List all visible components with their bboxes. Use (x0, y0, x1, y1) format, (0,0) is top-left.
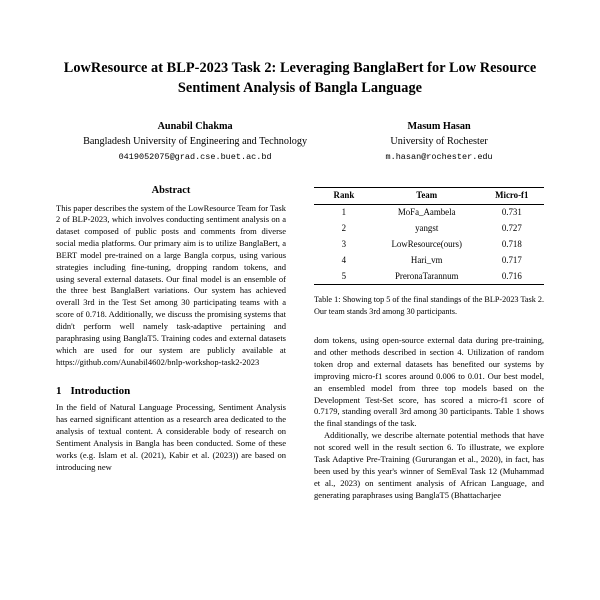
cell-team: PreronaTarannum (374, 268, 480, 284)
table-header (314, 187, 544, 204)
cell-team: LowResource(ours) (391, 238, 462, 249)
abstract-section (56, 185, 286, 369)
introduction-heading (56, 385, 286, 397)
column-header-team: Team (374, 187, 480, 204)
cell-score: 0.731 (501, 206, 522, 217)
right-paragraph-1: dom tokens, using open-source external data during pre-training, and other methods described in section 4. Utilization of random token drop and external datasets has benefited our systems by improving micro-f1 scores around 0.006 to 0.01. Our best model, an ensembled model from three top models based on the Development Test-Set score, has scored a micro-f1 score of 0.7179, standing overall 3rd among 30 participants. Table 1 shows the final standings of the task. (314, 334, 544, 429)
column-header-micro-f1: Micro-f1 (480, 187, 544, 204)
introduction-section (56, 385, 286, 474)
cell-rank: 4 (341, 254, 347, 265)
cell-rank: 1 (341, 206, 347, 217)
author-entry-1 (56, 120, 334, 165)
results-table-wrapper (314, 187, 544, 317)
cell-team: MoFa_Aambela (397, 206, 456, 217)
cell-team: yangst (415, 222, 439, 233)
author-name: Aunabil Chakma (157, 120, 233, 132)
right-column-body (314, 335, 544, 502)
author-email[interactable]: m.hasan@rochester.edu (385, 151, 493, 162)
section-title: Introduction (70, 385, 131, 398)
cell-score: 0.718 (501, 238, 522, 249)
author-block (56, 120, 544, 165)
results-table (314, 187, 544, 286)
cell-rank: 5 (314, 268, 374, 284)
table-header-row (314, 187, 544, 204)
author-entry-2 (334, 120, 544, 165)
cell-rank: 3 (341, 238, 347, 249)
table-row (314, 252, 544, 268)
table-body (314, 204, 544, 285)
author-email[interactable]: 0419052075@grad.cse.buet.ac.bd (118, 151, 272, 162)
cell-rank: 2 (341, 222, 347, 233)
column-header-rank: Rank (314, 187, 374, 204)
section-number: 1 (56, 385, 62, 398)
table-row (314, 236, 544, 252)
cell-score: 0.717 (501, 254, 522, 265)
cell-team: Hari_vm (410, 254, 443, 265)
abstract-heading: Abstract (151, 184, 191, 196)
right-paragraph-2: Additionally, we describe alternate potential methods that have not scored well in the result section 6. To illustrate, we explore Task Adaptive Pre-Training (Gururangan et al., 2020), in fact, has been used by this year's winner of SemEval Task 12 (Muhammad et al., 2023) on sentiment analysis of African Language, and generating paraphrases using BanglaT5 (Bhattacharjee (314, 430, 544, 500)
table-caption: Table 1: Showing top 5 of the final standings of the BLP-2023 Task 2. Our team stands 3rd among 30 participants. (314, 295, 544, 316)
abstract-text: This paper describes the system of the LowResource Team for Task 2 of BLP-2023, which involves conducting sentiment analysis on a dataset composed of public posts and comments from diverse social media platforms. Our primary aim is to utilize BanglaBert, a BERT model pre-trained on a large Bangla corpus, using various strategies including fine-tuning, dropping random tokens, and using several external datasets. Our final model is an ensemble of the three best BanglaBert variations. Our system has achieved overall 3rd in the Test Set among 30 participating teams with a score of 0.718. Additionally, we discuss the promising systems that didn't perform well namely task-adaptive pertaining and paraphrasing using BanglaT5. Training codes and external datasets which are used for our system are publicly available at https://github.com/Aunabil4602/bnlp-workshop-task2-2023 (56, 202, 286, 367)
page-title: LowResource at BLP-2023 Task 2: Leveraging BanglaBert for Low Resource Sentiment Analysis of Bangla Language (63, 60, 537, 97)
right-column (314, 185, 544, 502)
author-affiliation: Bangladesh University of Engineering and Technology (83, 136, 308, 148)
table-row (314, 220, 544, 236)
author-name: Masum Hasan (407, 120, 471, 132)
body-columns (56, 185, 544, 502)
author-affiliation: University of Rochester (390, 136, 488, 148)
table-row (314, 268, 544, 284)
cell-score: 0.727 (501, 222, 522, 233)
cell-score: 0.716 (480, 268, 544, 284)
table-row (314, 204, 544, 220)
introduction-paragraph: In the field of Natural Language Processing, Sentiment Analysis has earned significant attention as a research area dedicated to the analysis of textual content. A considerable body of research on Sentiment Analysis in Bangla has been conducted. Some of these works (e.g. Islam et al. (2021), Kabir et al. (2023)) are based on introducing new (56, 402, 286, 472)
left-column (56, 185, 286, 502)
